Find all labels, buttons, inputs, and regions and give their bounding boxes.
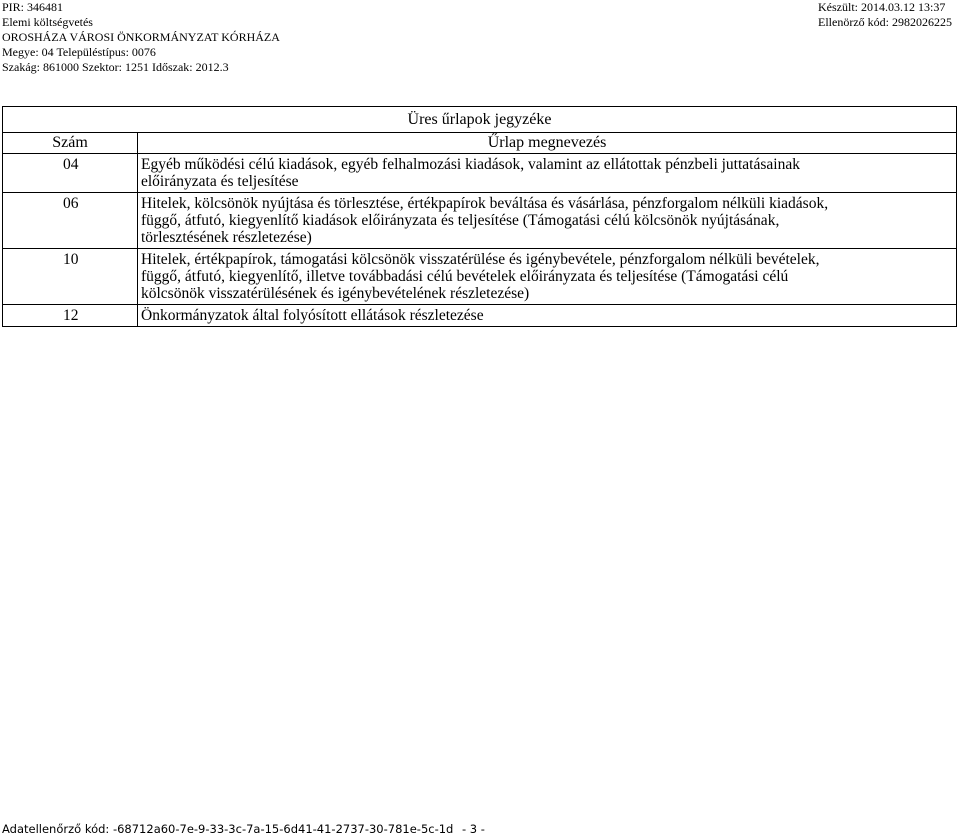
- table-title-row: [3, 107, 957, 133]
- table-title: Üres űrlapok jegyzéke: [3, 107, 957, 133]
- form-name-line: Egyéb működési célú kiadások, egyéb felhalmozási kiadások, valamint az ellátottak pénzbeli juttatásainak: [141, 156, 800, 173]
- table-header-row: [3, 133, 957, 154]
- form-name-line: Hitelek, értékpapírok, támogatási kölcsönök visszatérülése és igénybevétele, pénzforgalom nélküli bevételek,: [141, 251, 820, 268]
- empty-forms-table: [2, 106, 957, 327]
- form-number: 06: [3, 193, 138, 249]
- page-number: - 3 -: [462, 822, 485, 836]
- form-name-line: Hitelek, kölcsönök nyújtása és törlesztése, értékpapírok beváltása és vásárlása, pénzforgalom nélküli kiadások,: [141, 195, 829, 212]
- form-name: [138, 193, 957, 249]
- form-name: [138, 305, 957, 327]
- column-header-number: Szám: [3, 133, 138, 154]
- table-row: [3, 305, 957, 327]
- header-info-right: [818, 0, 952, 30]
- institution-name: OROSHÁZA VÁROSI ÖNKORMÁNYZAT KÓRHÁZA: [2, 30, 280, 44]
- form-name-line: kölcsönök visszatérülésének és igénybevételének részletezése): [141, 285, 530, 302]
- created-timestamp: Készült: 2014.03.12 13:37: [818, 0, 946, 14]
- control-code: Ellenörző kód: 2982026225: [818, 15, 952, 29]
- budget-type-line: Elemi költségvetés: [2, 15, 93, 29]
- form-number: 12: [3, 305, 138, 327]
- table-row: [3, 249, 957, 305]
- form-number: 10: [3, 249, 138, 305]
- form-name-line: függő, átfutó, kiegyenlítő, illetve továbbadási célú bevételek előirányzata és teljesítése (Támogatási célú: [141, 268, 789, 285]
- form-name-line: függő, átfutó, kiegyenlítő kiadások előirányzata és teljesítése (Támogatási célú kölcsönök nyújtásának,: [141, 212, 780, 229]
- header-info-left: [2, 0, 280, 75]
- pir-line: PIR: 346481: [2, 0, 64, 14]
- table-row: [3, 193, 957, 249]
- form-name-line: előirányzata és teljesítése: [141, 173, 299, 190]
- sector-line: Szakág: 861000 Szektor: 1251 Időszak: 2012.3: [2, 60, 229, 74]
- form-name-line: Önkormányzatok által folyósított ellátások részletezése: [141, 307, 484, 324]
- form-number: 04: [3, 154, 138, 193]
- data-check-code: Adatellenőrző kód: -68712a60-7e-9-33-3c-7a-15-6d41-41-2737-30-781e-5c-1d: [2, 822, 454, 836]
- form-name: [138, 154, 957, 193]
- form-name-line: törlesztésének részletezése): [141, 229, 312, 246]
- form-name: [138, 249, 957, 305]
- column-header-name: Űrlap megnevezés: [138, 133, 957, 154]
- empty-forms-table-wrapper: [2, 106, 957, 327]
- table-row: [3, 154, 957, 193]
- county-line: Megye: 04 Településtípus: 0076: [2, 45, 156, 59]
